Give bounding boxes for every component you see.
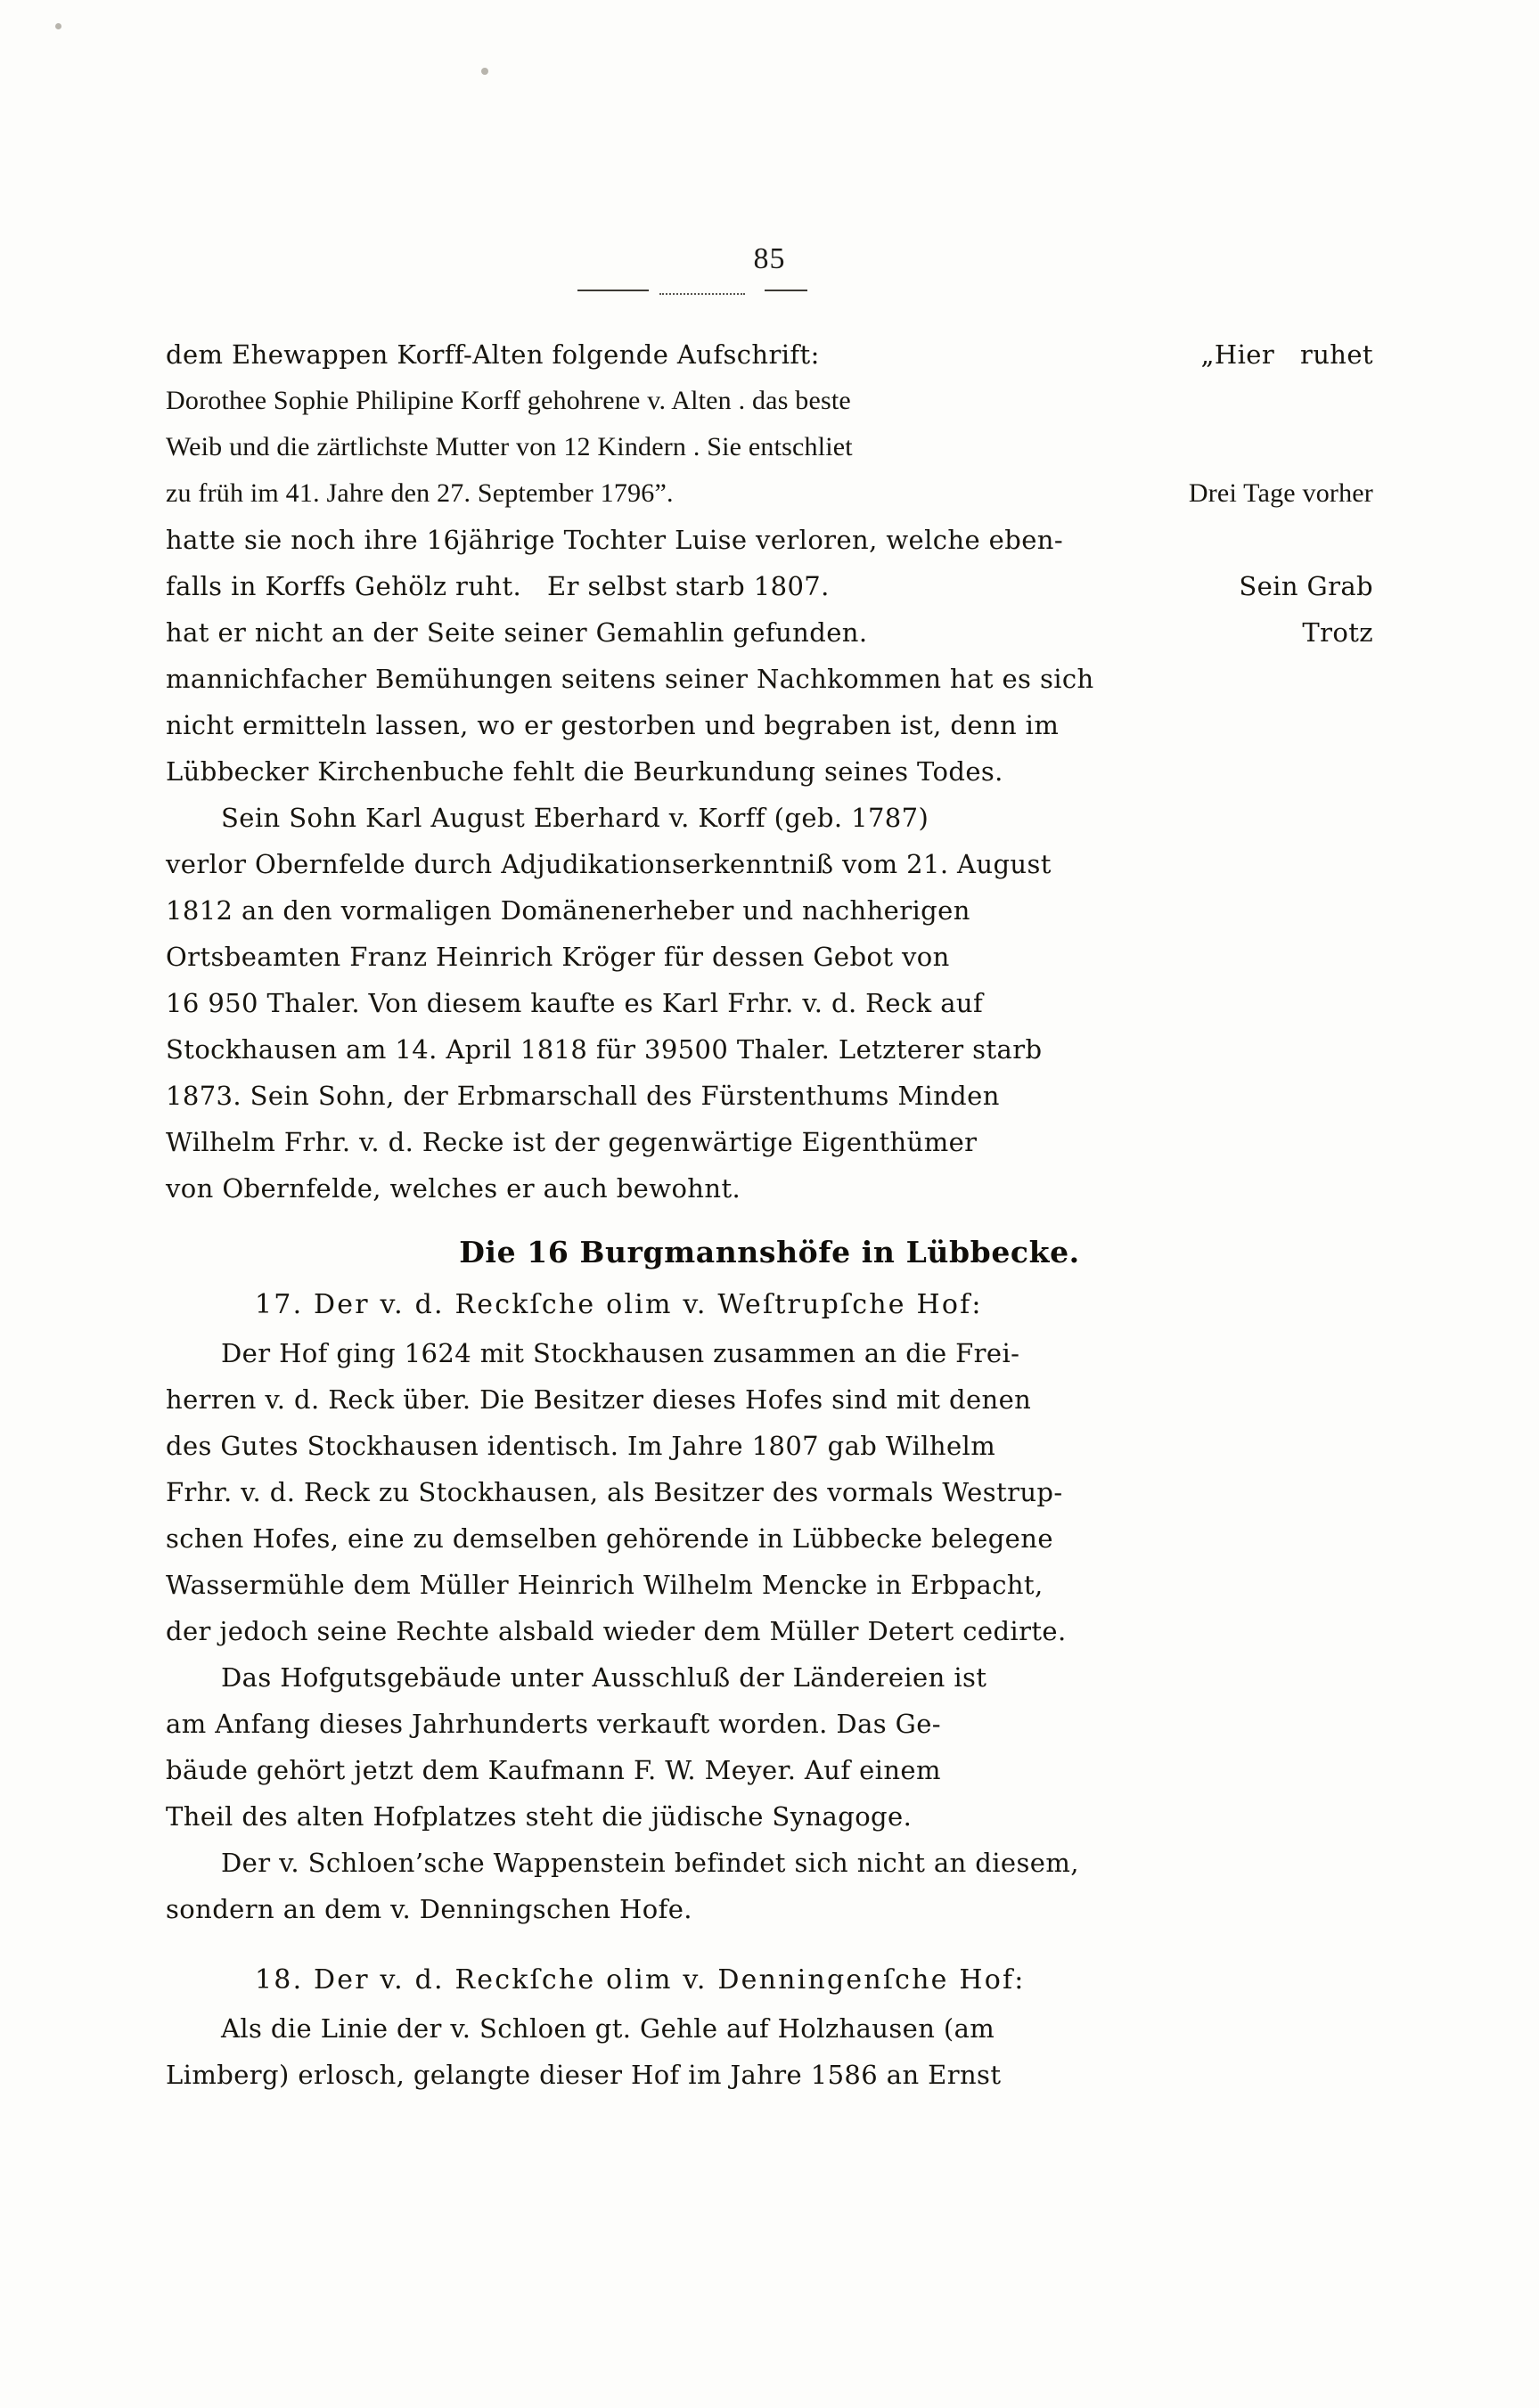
- text-line: der jedoch seine Rechte alsbald wieder dem Müller Detert cedirte.: [166, 1616, 1067, 1646]
- scan-speck-icon: [481, 68, 488, 75]
- text-line: zu früh im 41. Jahre den 27. September 1796”. Drei Tage vorher: [166, 478, 1373, 508]
- text-line: hat er nicht an der Seite seiner Gemahlin gefunden. Trotz: [166, 617, 1373, 648]
- text-line: Frhr. v. d. Reck zu Stockhausen, als Besitzer des vormals Westrup-: [166, 1477, 1063, 1507]
- header-rule-dots: [659, 291, 745, 295]
- text-line: Weib und die zärtlichste Mutter von 12 Kindern . Sie entschliet: [166, 432, 853, 461]
- paragraph-4: [166, 1654, 1373, 1840]
- text-line: am Anfang dieses Jahrhunderts verkauft worden. Das Ge-: [166, 1709, 941, 1739]
- text-line: Wassermühle dem Müller Heinrich Wilhelm Mencke in Erbpacht,: [166, 1570, 1044, 1600]
- text-line: Dorothee Sophie Philipine Korff gehohrene v. Alten . das beste: [166, 386, 851, 415]
- text-line: Sein Sohn Karl August Eberhard v. Korff (geb. 1787): [221, 803, 929, 833]
- scan-speck-icon: [55, 23, 61, 29]
- text-line: nicht ermitteln lassen, wo er gestorben und begraben ist, denn im: [166, 710, 1060, 740]
- text-line: von Obernfelde, welches er auch bewohnt.: [166, 1173, 741, 1204]
- paragraph-3: [166, 1330, 1373, 1654]
- text-line: Der Hof ging 1624 mit Stockhausen zusammen an die Frei-: [221, 1338, 1020, 1368]
- section-heading: Die 16 Burgmannshöfe in Lübbecke.: [459, 1235, 1080, 1269]
- text-line: 16 950 Thaler. Von diesem kaufte es Karl Frhr. v. d. Reck auf: [166, 988, 984, 1018]
- paragraph-5: [166, 1840, 1373, 1932]
- text-line: mannichfacher Bemühungen seitens seiner Nachkommen hat es sich: [166, 664, 1094, 694]
- text-line: 1873. Sein Sohn, der Erbmarschall des Fürstenthums Minden: [166, 1081, 1000, 1111]
- subsection-heading-18: 18. Der v. d. Reckſche olim v. Denningenſche Hof:: [255, 1964, 1026, 1996]
- text-line: hatte sie noch ihre 16jährige Tochter Luise verloren, welche eben-: [166, 525, 1064, 555]
- page-number-container: [0, 242, 1539, 276]
- text-line: Das Hofgutsgebäude unter Ausschluß der Ländereien ist: [221, 1662, 987, 1693]
- text-line: dem Ehewappen Korff-Alten folgende Aufschrift: „Hier ruhet: [166, 339, 1373, 370]
- paragraph-1: [166, 331, 1373, 795]
- text-line: schen Hofes, eine zu demselben gehörende in Lübbecke belegene: [166, 1523, 1053, 1554]
- text-line: sondern an dem v. Denningschen Hofe.: [166, 1894, 692, 1924]
- text-line: 1812 an den vormaligen Domänenerheber und nachherigen: [166, 895, 970, 926]
- header-rule-left: [577, 290, 649, 291]
- page-body: [166, 331, 1373, 2098]
- text-line: herren v. d. Reck über. Die Besitzer dieses Hofes sind mit denen: [166, 1384, 1032, 1415]
- text-line: falls in Korffs Gehölz ruht. Er selbst starb 1807. Sein Grab: [166, 571, 1373, 601]
- text-line: Stockhausen am 14. April 1818 für 39500 Thaler. Letzterer starb: [166, 1034, 1043, 1065]
- paragraph-2: [166, 795, 1373, 1212]
- text-line: bäude gehört jetzt dem Kaufmann F. W. Meyer. Auf einem: [166, 1755, 941, 1785]
- header-rule-right: [765, 290, 807, 291]
- text-line: Limberg) erlosch, gelangte dieser Hof im Jahre 1586 an Ernst: [166, 2060, 1002, 2090]
- text-line: Theil des alten Hofplatzes steht die jüdische Synagoge.: [166, 1801, 913, 1832]
- paragraph-6: [166, 2005, 1373, 2098]
- text-line: Der v. Schloen’sche Wappenstein befindet sich nicht an diesem,: [221, 1848, 1079, 1878]
- text-line: des Gutes Stockhausen identisch. Im Jahre 1807 gab Wilhelm: [166, 1431, 996, 1461]
- text-line: Wilhelm Frhr. v. d. Recke ist der gegenwärtige Eigenthümer: [166, 1127, 978, 1157]
- text-line: Lübbecker Kirchenbuche fehlt die Beurkundung seines Todes.: [166, 756, 1003, 787]
- text-line: Als die Linie der v. Schloen gt. Gehle auf Holzhausen (am: [221, 2013, 995, 2044]
- subsection-heading-17: 17. Der v. d. Reckſche olim v. Weſtrupſche Hof:: [255, 1289, 983, 1320]
- text-line: verlor Obernfelde durch Adjudikationserkenntniß vom 21. August: [166, 849, 1052, 879]
- text-line: Ortsbeamten Franz Heinrich Kröger für dessen Gebot von: [166, 942, 950, 972]
- page-number: 85: [753, 242, 786, 275]
